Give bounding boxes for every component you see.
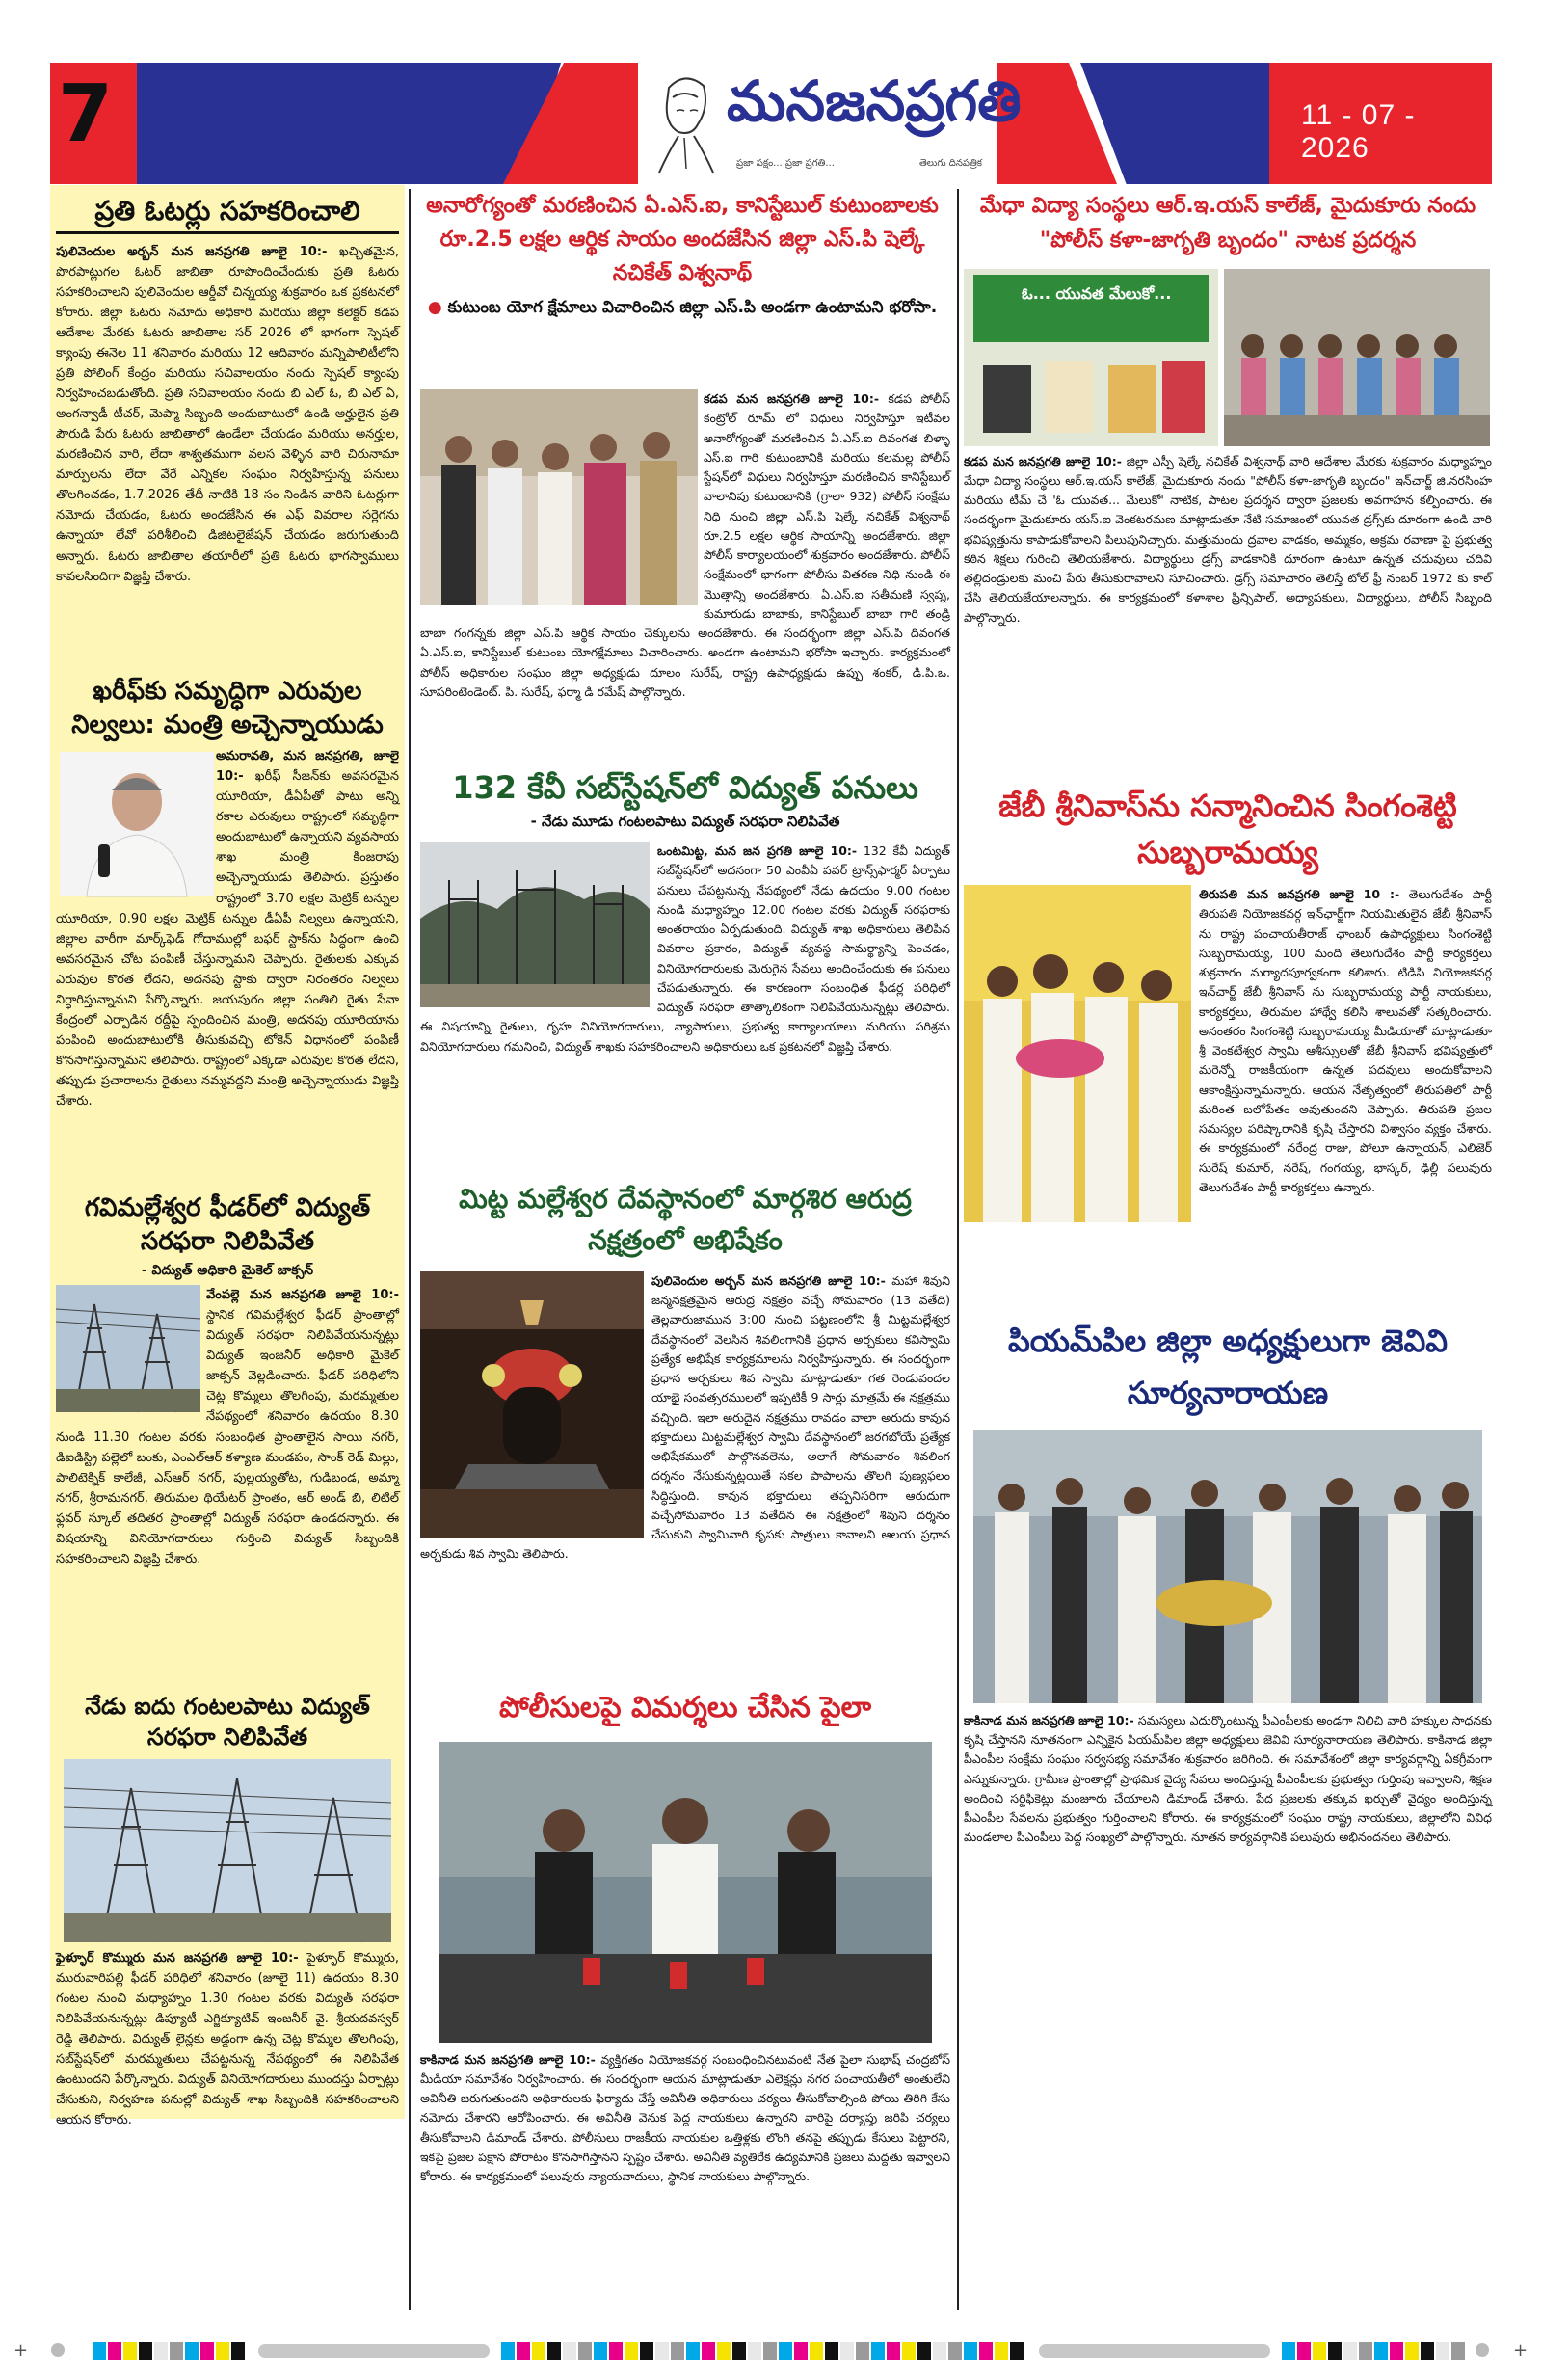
color-swatch xyxy=(655,2342,669,2360)
dateline: వేంపల్లె మన జనప్రగతి జూలై 10:- xyxy=(206,1288,399,1303)
article-feeder xyxy=(56,1191,399,1693)
color-swatch xyxy=(948,2342,962,2360)
color-swatch xyxy=(547,2342,561,2360)
minister-photo xyxy=(60,752,214,896)
color-swatch xyxy=(871,2342,885,2360)
color-swatch xyxy=(640,2342,653,2360)
color-swatch xyxy=(1313,2342,1326,2360)
color-swatch xyxy=(185,2342,199,2360)
registration-marks-icon xyxy=(0,2333,1542,2371)
substation-photo xyxy=(420,842,650,1007)
color-swatch xyxy=(763,2342,777,2360)
logo-portrait-icon xyxy=(650,68,721,176)
color-swatch xyxy=(1343,2342,1357,2360)
color-swatch xyxy=(625,2342,638,2360)
group-photo-icon xyxy=(420,389,698,605)
color-swatch xyxy=(995,2342,1008,2360)
article-police-aid xyxy=(420,389,950,740)
color-swatch xyxy=(231,2342,245,2360)
drama-stage-photo xyxy=(964,269,1218,446)
issue-date: 11 - 07 - 2026 xyxy=(1301,99,1416,164)
color-swatch xyxy=(216,2342,229,2360)
dateline: కడప మన జనప్రగతి జూలై 10:- xyxy=(964,453,1122,468)
article-body xyxy=(420,2050,950,2187)
pmpl-meeting-photo xyxy=(973,1430,1482,1703)
color-swatch xyxy=(139,2342,152,2360)
press-meet-photo xyxy=(439,1742,932,2043)
dateline: ఫైళ్ళూర్ కొమ్మురు మన జనప్రగతి జూలై 10:- xyxy=(56,1950,299,1966)
crop-mark-right: + xyxy=(1513,2340,1529,2361)
medha-photos xyxy=(964,269,1492,446)
color-swatch xyxy=(517,2342,530,2360)
body-text: వ్యక్తిగతం నియోజకవర్గ సంబంధించినటువంటి నేత పైలా సుభాష్ చంద్రబోస్ మీడియా సమావేశం నిర్వహించారు. ఈ సందర్భంగా ఆయన మాట్లాడుతూ ఎలెక్షన్లు నగర పంచాయతీలో అంతులేని అవినీతి జరుగుతుందని అధికారులకు ఫిర్యాదు చేస్తే అవినీతి అధికారులు చర్యలు తీసుకోవాల్సింది పోయి తిరిగి కేసు నమోదు చేశారని ఆరోపించారు. ఈ అవినీతి వెనుక పెద్ద నాయకులు ఉన్నారని వారిపై దర్యాప్తు జరిపి చర్యలు తీసుకోవాలని డిమాండ్ చేశారు. పోలీసులు రాజకీయ నాయకుల ఒత్తిళ్లకు లొంగి తనపై తప్పుడు కేసులు పెట్టారని, ఇకపై ప్రజల పక్షాన పోరాటం కొనసాగిస్తానని స్పష్టం చేశారు. అవినీతి వ్యతిరేక ఉద్యమానికి ప్రజలు మద్దతు ఇవ్వాలని కోరారు. ఈ కార్యక్రమంలో పలువురు న్యాయవాదులు, స్థానిక నాయకులు పాల్గొన్నారు. xyxy=(420,2051,951,2183)
color-swatch xyxy=(1421,2342,1434,2360)
color-swatch xyxy=(1374,2342,1388,2360)
logo-subtitle: తెలుగు దినపత్రిక xyxy=(919,158,983,169)
headline: పియమ్‌పిల జిల్లా అధ్యక్షులుగా జెవివి సూర్యనారాయణ xyxy=(1007,1323,1449,1412)
article-jebi xyxy=(964,783,1492,1323)
color-swatch xyxy=(501,2342,515,2360)
column-divider xyxy=(409,189,411,2310)
audience-icon xyxy=(1224,269,1490,446)
color-swatch xyxy=(686,2342,700,2360)
headline: జేబీ శ్రీనివాస్‌ను సన్మానించిన సింగంశెట్టి సుబ్బరామయ్య xyxy=(998,788,1457,870)
color-swatch xyxy=(578,2342,592,2360)
headline: పోలీసులపై విమర్శలు చేసిన పైలా xyxy=(498,1691,872,1725)
dateline: ఒంటమిట్ట, మన జన ప్రగతి జూలై 10:- xyxy=(657,843,858,859)
subheadline: - విద్యుత్ అధికారి మైకెల్ జాక్సన్ xyxy=(141,1263,314,1279)
article-five-hours xyxy=(56,1691,399,2128)
police-aid-photo xyxy=(420,389,698,605)
power-lines-photo xyxy=(64,1759,391,1942)
body-text: 132 కేవీ విద్యుత్ సబ్‌స్టేషన్‌లో అదనంగా 50 ఎంవీఏ పవర్ ట్రాన్స్‌ఫార్మర్ ఏర్పాటు పనులు చేపట్టనున్న నేపథ్యంలో నేడు ఉదయం 9.00 గంటల నుండి మధ్యాహ్నం 12.00 గంటల వరకు విద్యుత్ సరఫరాకు అంతరాయం ఏర్పడుతుంది. విద్యుత్ శాఖ అధికారులు తెలిపిన వివరాల ప్రకారం, విద్యుత్ వ్యవస్థ సామర్థ్యాన్ని పెంచడం, వినియోగదారులకు మెరుగైన సేవలు అందించేందుకు ఈ పనులు చేపడుతున్నారు. ఈ కారణంగా సంబంధిత ఫీడర్ల పరిధిలో విద్యుత్ సరఫరా తాత్కాలికంగా నిలిపివేయనున్నట్లు తెలిపారు. ఈ విషయాన్ని రైతులు, గృహ వినియోగదారులు, వ్యాపారులు, ప్రభుత్వ కార్యాలయాలు మరియు పరిశ్రమ వినియోగదారులు గమనించి, విద్యుత్ శాఖకు సహకరించాలని అధికారులు ఒక ప్రకటనలో విజ్ఞప్తి చేశారు. xyxy=(420,843,950,1054)
press-conference-icon xyxy=(439,1742,932,2043)
color-swatch xyxy=(779,2342,792,2360)
audience-photo xyxy=(1224,269,1490,446)
subheadline: - నేడు మూడు గంటలపాటు విద్యుత్ సరఫరా నిలిపివేత xyxy=(530,813,840,831)
color-swatch xyxy=(1405,2342,1419,2360)
color-swatch xyxy=(748,2342,761,2360)
color-swatch xyxy=(1328,2342,1342,2360)
color-swatch xyxy=(594,2342,607,2360)
color-swatch xyxy=(154,2342,168,2360)
masthead xyxy=(50,63,1492,184)
body-text: సమస్యలు ఎదుర్కొంటున్న పీఎంపీలకు అండగా నిలిచి వారి హక్కుల సాధనకు కృషి చేస్తానని నూతనంగా ఎన్నికైన పియమ్‌పిల జిల్లా అధ్యక్షులు జెవివి సూర్యనారాయణ తెలిపారు. కాకినాడ జిల్లా పీఎంపీల సంక్షేమ సంఘం సర్వసభ్య సమావేశం శుక్రవారం జరిగింది. ఈ సమావేశంలో జిల్లా కార్యవర్గాన్ని ఏకగ్రీవంగా ఎన్నుకున్నారు. గ్రామీణ ప్రాంతాల్లో ప్రాథమిక వైద్య సేవలు అందిస్తున్న పీఎంపీలకు ప్రభుత్వం గుర్తింపు ఇవ్వాలని, శిక్షణ అందించి సర్టిఫికెట్లు మంజూరు చేయాలని డిమాండ్ చేశారు. పేద ప్రజలకు తక్కువ ఖర్చుతో వైద్యం అందిస్తున్న పీఎంపీల సేవలను ప్రభుత్వం గుర్తించాలని కోరారు. ఈ కార్యక్రమంలో సంఘం రాష్ట్ర నాయకులు, జిల్లాలోని వివిధ మండలాల పీఎంపీలు పెద్ద సంఖ్యలో పాల్గొన్నారు. నూతన కార్యవర్గానికి పలువురు అభినందనలు తెలిపారు. xyxy=(964,1712,1492,1845)
color-swatch xyxy=(933,2342,946,2360)
article-body xyxy=(964,452,1492,628)
color-swatch xyxy=(93,2342,106,2360)
headline: 132 కేవీ సబ్‌స్టేషన్‌లో విద్యుత్ పనులు xyxy=(452,769,918,806)
portrait-icon xyxy=(60,752,214,896)
dateline: అమరావతి, మన జనప్రగతి, జూలై 10:- xyxy=(216,749,399,785)
color-swatch xyxy=(1297,2342,1311,2360)
dateline: కడప మన జనప్రగతి జూలై 10:- xyxy=(704,391,880,406)
body-text: స్థానిక గవిమల్లేశ్వర ఫీడర్ ప్రాంతాల్లో విద్యుత్ సరఫరా నిలిపివేయనున్నట్లు విద్యుత్ ఇంజనీర్ అధికారి మైకెల్ జాక్సన్ వెల్లడించారు. ఫీడర్ పరిధిలోని చెట్ల కొమ్మలు తొలగింపు, మరమ్మతుల నేపథ్యంలో శనివారం ఉదయం 8.30 నుండి 11.30 గంటల వరకు సంబంధిత ప్రాంతాలైన సాయి నగర్, డిఐడిస్ట్రి పల్లెలో బంకు, ఎంఎల్‌ఆర్ కళ్యాణ మండపం, సాంక్ రెడ్ మిల్లు, పాలిటెక్నిక్ కాలేజీ, ఎస్‌ఆర్ నగర్, పుల్లయ్యతోట, గుడిబండ, అమ్మా నగర్, శ్రీరామనగర్, తిరుమల థియేటర్ ప్రాంతం, ఆర్ అండ్ బి, లిటిల్ ఫ్లవర్ స్కూల్ తదితర ప్రాంతాల్లో విద్యుత్ సరఫరా ఉండదన్నారు. ఈ విషయాన్ని వినియోగదారులు గుర్తించి విద్యుత్ సిబ్బందికి సహకరించాలని విజ్ఞప్తి చేశారు. xyxy=(56,1308,399,1566)
article-pila xyxy=(420,1689,950,2315)
color-swatch xyxy=(732,2342,746,2360)
color-swatch xyxy=(979,2342,993,2360)
body-text: కడప పోలీస్ కంట్రోల్ రూమ్ లో విధులు నిర్వహిస్తూ ఇటీవల అనారోగ్యంతో మరణించిన ఏ.ఎస్.ఐ దివంగత బిళ్ళా ఎస్.ఐ గారి కుటుంబానికి మరియు కలమల్ల పోలీస్ స్టేషన్‌లో విధులు నిర్వహిస్తూ మరణించిన కానిస్టేబుల్ వాలానిపు కుటుంబానికి (గ్రాలా 932) పోలీస్ సంక్షేమ నిధి నుంచి జిల్లా ఎస్.పి షెల్కే నచికేత్ విశ్వనాథ్ రూ.2.5 లక్షల ఆర్థిక సాయాన్ని అందజేశారు. జిల్లా పోలీస్ కార్యాలయంలో శుక్రవారం అందజేశారు. పోలీస్ సంక్షేమంలో భాగంగా పోలీసు వితరణ నిధి నుండి ఈ మొత్తాన్ని అందజేశారు. ఏ.ఎస్.ఐ సతీమణి స్వప్న, కుమారుడు బాబాకు, కానిస్టేబుల్ బాబా గారి తండ్రి బాబా గంగన్నకు జిల్లా ఎస్.పి ఆర్థిక సాయం చెక్కులను అందజేశారు. ఈ సందర్భంగా జిల్లా ఎస్.పి దివంగత ఏ.ఎస్.ఐ, కానిస్టేబుల్ కుటుంబ యోగక్షేమాలు విచారించారు. అండగా ఉంటామని భరోసా ఇచ్చారు. కార్యక్రమంలో పోలీస్ అధికారుల సంఘం జిల్లా అధ్యక్షుడు దూలం సురేష్, రాష్ట్ర ఉపాధ్యక్షుడు ఉప్పు శంకర్, డి.పి.ఒ. సూపరింటెండెంట్. పి. సురేష్, ఫర్మా డి రమేష్ పాల్గొన్నారు. xyxy=(420,391,950,699)
felicitation-icon xyxy=(964,885,1191,1222)
substation-photo xyxy=(56,1285,200,1412)
logo-title: మనజనప్రగతి xyxy=(727,68,1022,134)
headline: మిట్ట మల్లేశ్వర దేవస్థానంలో మార్గశిర ఆరుద్ర నక్షత్రంలో అభిషేకం xyxy=(459,1183,912,1257)
color-swatch xyxy=(671,2342,684,2360)
felicitation-photo xyxy=(964,885,1191,1222)
body-text: తెలుగుదేశం పార్టీ తిరుపతి నియోజకవర్గ ఇన్‌ఛార్జ్‌గా నియమితులైన జేబీ శ్రీనివాస్ ను రాష్ట్ర పంచాయతీరాజ్ ఛాంబర్ ఉపాధ్యక్షులు సింగంశెట్టి సుబ్బరామయ్య, 100 మంది తెలుగుదేశం పార్టీ కార్యకర్తలు శుక్రవారం మర్యాదపూర్వకంగా కలిశారు. టిడిపి నియోజకవర్గ ఇన్‌చార్జ్ జేబీ శ్రీనివాస్ ను సుబ్బరామయ్య పార్టీ నాయకులు, కార్యకర్తలు, తిరుమల హాథ్వే కలిసి శాలువతో సత్కరించారు. అనంతరం సింగంశెట్టి సుబ్బరామయ్య మీడియాతో మాట్లాడుతూ శ్రీ వెంకటేశ్వర స్వామి ఆశీస్సులతో జేబీ శ్రీనివాస్ భవిష్యత్తులో మరెన్నో రాజకీయంగా ఉన్నత పదవులు అందుకోవాలని ఆకాంక్షిస్తున్నామన్నారు. ఆయన నేతృత్వంలో తిరుపతిలో పార్టీ మరింత బలోపేతం అవుతుందని చెప్పారు. తిరుపతి ప్రజల సమస్యల పరిష్కారానికి కృషి చేస్తారని విశ్వాసం వ్యక్తం చేశారు. ఈ కార్యక్రమంలో నరేంద్ర రాజు, పోలూ ఉన్నాయన్, ఎలిజెర్ సురేష్ కుమార్, నరేష్, గంగయ్య, భాస్కర్, ఢిల్లీ పలువురు తెలుగుదేశం పార్టీ కార్యకర్తలు ఉన్నారు. xyxy=(1199,887,1492,1194)
temple-photo xyxy=(420,1271,644,1538)
article-voters xyxy=(56,193,399,657)
dateline: పులివెందుల అర్బన్ మన జనప్రగతి జూలై 10:- xyxy=(56,244,328,259)
color-swatch xyxy=(1282,2342,1295,2360)
dateline: కాకినాడ మన జనప్రగతి జూలై 10:- xyxy=(420,2051,596,2067)
article-body xyxy=(964,1711,1492,1848)
headline: నేడు ఐదు గంటలపాటు విద్యుత్ సరఫరా నిలిపివేత xyxy=(85,1693,370,1752)
color-swatch xyxy=(1436,2342,1449,2360)
headline: ప్రతి ఓటర్లు సహకరించాలి xyxy=(56,193,399,234)
page-number: 7 xyxy=(58,68,114,160)
color-swatch xyxy=(810,2342,823,2360)
article-medha xyxy=(964,189,1492,787)
article-temple xyxy=(420,1178,950,1679)
color-swatch xyxy=(123,2342,137,2360)
color-swatch xyxy=(825,2342,838,2360)
color-swatch xyxy=(108,2342,121,2360)
dateline: పులివెందుల అర్బన్ మన జనప్రగతి జూలై 10:- xyxy=(651,1272,886,1288)
logo-tagline: ప్రజా పక్షం... ప్రజా ప్రగతి... xyxy=(736,158,835,169)
masthead-blue-band xyxy=(137,63,561,184)
color-swatch xyxy=(170,2342,183,2360)
color-swatch xyxy=(964,2342,977,2360)
color-swatch xyxy=(917,2342,931,2360)
dateline: కాకినాడ మన జనప్రగతి జూలై 10:- xyxy=(964,1712,1134,1727)
banner-text: ఓ... యువత మేలుకో... xyxy=(1022,283,1172,303)
power-tower-icon xyxy=(64,1759,391,1942)
headline: మేధా విద్యా సంస్థలు ఆర్.ఇ.యస్ కాలేజ్, మైదుకూరు నందు "పోలీస్ కళా-జాగృతి బృందం" నాటక ప్రదర్శన xyxy=(979,194,1476,254)
article-body xyxy=(56,1285,399,1569)
print-color-bar xyxy=(0,2333,1542,2371)
lead-headline: అనారోగ్యంతో మరణించిన ఏ.ఎస్.ఐ, కానిస్టేబుల్ కుటుంబాలకు రూ.2.5 లక్షల ఆర్థిక సాయం అందజేసిన జిల్లా ఎస్.పి షెల్కే నచికేత్ విశ్వనాథ్ xyxy=(426,194,939,286)
lead-headline-block xyxy=(414,189,950,382)
color-swatch xyxy=(1359,2342,1372,2360)
crop-mark-left: + xyxy=(13,2340,29,2361)
color-swatch xyxy=(563,2342,576,2360)
color-swatch xyxy=(1010,2342,1024,2360)
color-swatch xyxy=(1451,2342,1465,2360)
color-swatch xyxy=(200,2342,214,2360)
lead-bullet xyxy=(414,295,950,321)
color-swatch xyxy=(794,2342,808,2360)
article-pmpl xyxy=(964,1315,1492,2317)
column-divider xyxy=(957,189,959,2310)
power-tower-icon xyxy=(56,1285,200,1412)
color-swatch xyxy=(1390,2342,1403,2360)
headline: గవిమల్లేశ్వర ఫీడర్‌లో విద్యుత్ సరఫరా నిలిపివేత xyxy=(84,1193,371,1257)
article-body xyxy=(420,1271,950,1564)
color-swatch xyxy=(856,2342,869,2360)
body-text: మహా శివుని జన్మనక్షత్రమైన ఆరుద్ర నక్షత్రం వచ్చే సోమవారం (13 వతేది) తెల్లవారుజామున 3:00 నుంచి పట్టణంలోని శ్రీ మిట్టమల్లేశ్వర దేవస్థానంలో వెలసిన శివలింగానికి ప్రధాన అర్చకులు కవిస్వామి ప్రత్యేక అభిషేక కార్యక్రమాలను నిర్వహిస్తున్నారు. ఈ సందర్భంగా ప్రధాన అర్చకులు శివ స్వామి మాట్లాడుతూ గత రెండువందల యాభై సంవత్సరములలో ఇప్పటికీ 9 సార్లు మాత్రమే ఈ నక్షత్రము వచ్చింది. ఇలా అరుదైన నక్షత్రము రావడం వాలా అరుదు కావున భక్తాదులు మిట్టమల్లేశ్వర స్వామి దేవస్థానంలో జరగబోయే ప్రత్యేక అభిషేకములో పాల్గొనవలెను, అలాగే సోమవారం శివలింగ దర్శనం నేసుకున్నట్లయితే సకల పాపాలను తొలగి పుణ్యఫలం సిద్ధిస్తుంది. కావున భక్తాదులు తప్పనిసరిగా ఆరుదుగా వచ్చేసోమవారం 13 వతేదిన ఈ నక్షత్రంలో శివుని దర్శనం చేసుకుని స్వామివారి కృపకు పాత్రులు కావాలని ఆలయ ప్రధాన అర్చకుడు శివ స్వామి తెలిపారు. xyxy=(420,1272,950,1562)
bullet-icon: ● xyxy=(427,297,448,317)
article-fertilizer xyxy=(56,675,399,1176)
color-swatch xyxy=(840,2342,854,2360)
substation-icon xyxy=(420,842,650,1007)
color-swatch xyxy=(887,2342,900,2360)
body-text: పైళ్ళూర్ కొమ్మురు, మురువారిపల్లి ఫీడర్ పరిధిలో శనివారం (జూలై 11) ఉదయం 8.30 గంటల నుంచి మధ్యాహ్నం 1.30 గంటల వరకు విద్యుత్ సరఫరా నిలిపివేయనున్నట్లు డిప్యూటీ ఎగ్జిక్యూటివ్ ఇంజనీర్ వై. శ్రీయదవస్వర్ రెడ్డి తెలిపారు. విద్యుత్ లైన్లకు అడ్డంగా ఉన్న చెట్ల కొమ్మల తొలగింపు, సబ్‌స్టేషన్‌లో మరమ్మతులు చేపట్టనున్న నేపథ్యంలో ఈ నిలిపివేత ఉంటుందని పేర్కొన్నారు. విద్యుత్ వినియోగదారులు ముందస్తు ఏర్పాట్లు చేసుకుని, నిర్వహణ పనుల్లో విద్యుత్ శాఖ సిబ్బందికి సహకరించాలని ఆయన కోరారు. xyxy=(56,1950,399,2128)
article-body xyxy=(56,1948,399,2130)
lead-bullet-text: కుటుంబ యోగ క్షేమాలు విచారించిన జిల్లా ఎస్.పి అండగా ఉంటామని భరోసా. xyxy=(447,297,938,317)
color-swatch xyxy=(609,2342,623,2360)
shiva-lingam-icon xyxy=(420,1271,644,1538)
headline: ఖరీఫ్‌కు సమృద్ధిగా ఎరువుల నిల్వలు: మంత్రి అచ్చెన్నాయుడు xyxy=(71,677,384,740)
meeting-icon xyxy=(973,1430,1482,1703)
article-body xyxy=(420,842,950,1056)
color-swatch xyxy=(702,2342,715,2360)
body-text: ఖచ్చితమైన, పొరపాట్లుగల ఓటర్ జాబితా రూపొందించేందుకు ప్రతి ఓటరు సహకరించాలని పులివెందుల ఆర్డీవో చిన్నయ్య శుక్రవారం ఒక ప్రకటనలో కోరారు. జిల్లా ఓటరు నమోదు అధికారి మరియు జిల్లా కలెక్టర్ కడప ఆదేశాల మేరకు ఓటరు జాబితాల సర్ 2026 లో భాగంగా స్పెషల్ క్యాంపు ఈనెల 11 శనివారం మరియు 12 ఆదివారం మన్నిపాలిటీలోని ప్రతి పోలింగ్ కేంద్రం మరియు సచివాలయం నందు స్పెషల్ క్యాంపు నిర్వహించబడుతోంది. ప్రతి సచివాలయం నందు బి ఎల్ ఓ, బి ఎల్ ఏ, అంగన్వాడీ టీచర్, మెప్మా సిబ్బంది అందుబాటులో ఉండి అర్హులైన ప్రతి పౌరుడి పేరు ఓటరు జాబితాలో ఉండేలా చేయడం మరియు అనర్హుల, మరణించిన వారి, లేదా శాశ్వతముగా వలస వెళ్ళిన వారి చిరునామా మార్పులను లేదా వేరే ఎన్నికల సంఘం నిర్వహిస్తున్న పనులు తొలగించడం, 1.7.2026 తేదీ నాటికి 18 సం నిండిన వారిని ఓటర్లుగా నమోదు చేయడం, ఓటరు అందజేసిన ఈ ఎఫ్ వివరాల సర్లెగను ఉన్నాయా లేవో పరిశీలించి డిజిటలైజేషన్ చేయడం జరుగుతుంది అన్నారు. ఓటరు జాబితాల తయారీలో ప్రతి ఓటరు భాగస్వాములు కావలసిందిగా విజ్ఞప్తి చేశారు. xyxy=(56,244,399,584)
article-body xyxy=(964,885,1492,1197)
color-swatch xyxy=(902,2342,916,2360)
dateline: తిరుపతి మన జనప్రగతి జూలై 10 :- xyxy=(1199,887,1400,901)
body-text: ఖరీఫ్ సీజన్‌కు అవసరమైన యూరియా, డీఏపీతో పాటు అన్ని రకాల ఎరువులు రాష్ట్రంలో సమృద్ధిగా అందుబాటులో ఉన్నాయని వ్యవసాయ శాఖ మంత్రి కింజరాపు అచ్చెన్నాయుడు తెలిపారు. ప్రస్తుతం రాష్ట్రంలో 3.70 లక్షల మెట్రిక్ టన్నుల యూరియా, 0.90 లక్షల మెట్రిక్ టన్నుల డీఏపీ నిల్వలు ఉన్నాయని, జిల్లాల వారీగా మార్క్‌ఫెడ్ గోదాముల్లో బఫర్ స్టాక్‌ను సిద్ధంగా ఉంచి అవసరమైన చోట పంపిణీ చేస్తున్నామని చెప్పారు. రైతులకు ఎక్కువ ఎరువుల కొరత లేదని, అదనపు స్టాకు ద్వారా నిరంతరం నిల్వలు నిర్ధారిస్తున్నామని పేర్కొన్నారు. జయపురం జిల్లా సంతిలి రైతు సేవా కేంద్రంలో ఎర్పాడిన రద్దీపై స్పందించిన మంత్రి, అదనపు యూరియాను పంపించి అందుబాటులోకి తీసుకువచ్చి టోకెన్ విధానంలో పంపిణీ కొనసాగిస్తున్నామని తెలిపారు. రాష్ట్రంలో ఎక్కడా ఎరువుల కొరత లేదని, తప్పుడు ప్రచారాలను రైతులు నమ్మవద్దని మంత్రి అచ్చెన్నాయుడు విజ్ఞప్తి చేశారు. xyxy=(56,769,399,1109)
article-body xyxy=(56,242,399,587)
color-swatch xyxy=(532,2342,545,2360)
article-substation xyxy=(420,767,950,1163)
body-text: జిల్లా ఎస్పీ షెల్కే నచికేత్ విశ్వనాథ్ వారి ఆదేశాల మేరకు శుక్రవారం మధ్యాహ్నం మేధా విద్యా సంస్థలు ఆర్.ఇ.యస్ కాలేజ్, మైదుకూరు నందు "పోలీస్ కళా-జాగృతి బృందం" ఇన్‌చార్జ్ జి.నరసింహ మరియు టీమ్ చే 'ఓ యువత... మేలుకో' నాటిక, పాటల ప్రదర్శన ద్వారా ప్రజలకు అవగాహన కల్పించారు. ఈ సందర్భంగా మైదుకూరు యస్.ఐ వెంకటరమణ మాట్లాడుతూ నేటి సమాజంలో యువత డ్రగ్స్‌కు దూరంగా ఉండి వారి భవిష్యత్తును కాపాడుకోవాలని పిలుపునిచ్చారు. మత్తుమందు ద్రవాల వాడకం, అమ్మకం, అక్రమ రవాణా పై ప్రభుత్వ కఠిన శిక్షలు గురించి తెలియజేశారు. విద్యార్థులు డ్రగ్స్ వాడకానికి దూరంగా ఉంటూ ఉన్నత చదువులు చదివి తల్లిదండ్రులకు మంచి పేరు తీసుకురావాలని సూచించారు. డ్రగ్స్ సమాచారం తెలిస్తే టోల్ ఫ్రీ నంబర్ 1972 కు కాల్ చేసి తెలియజేయాలన్నారు. ఈ కార్యక్రమంలో కళాశాల ప్రిన్సిపాల్, అధ్యాపకులు, విద్యార్థులు, పోలీస్ సిబ్బంది పాల్గొన్నారు. xyxy=(964,453,1492,625)
color-swatch xyxy=(717,2342,731,2360)
